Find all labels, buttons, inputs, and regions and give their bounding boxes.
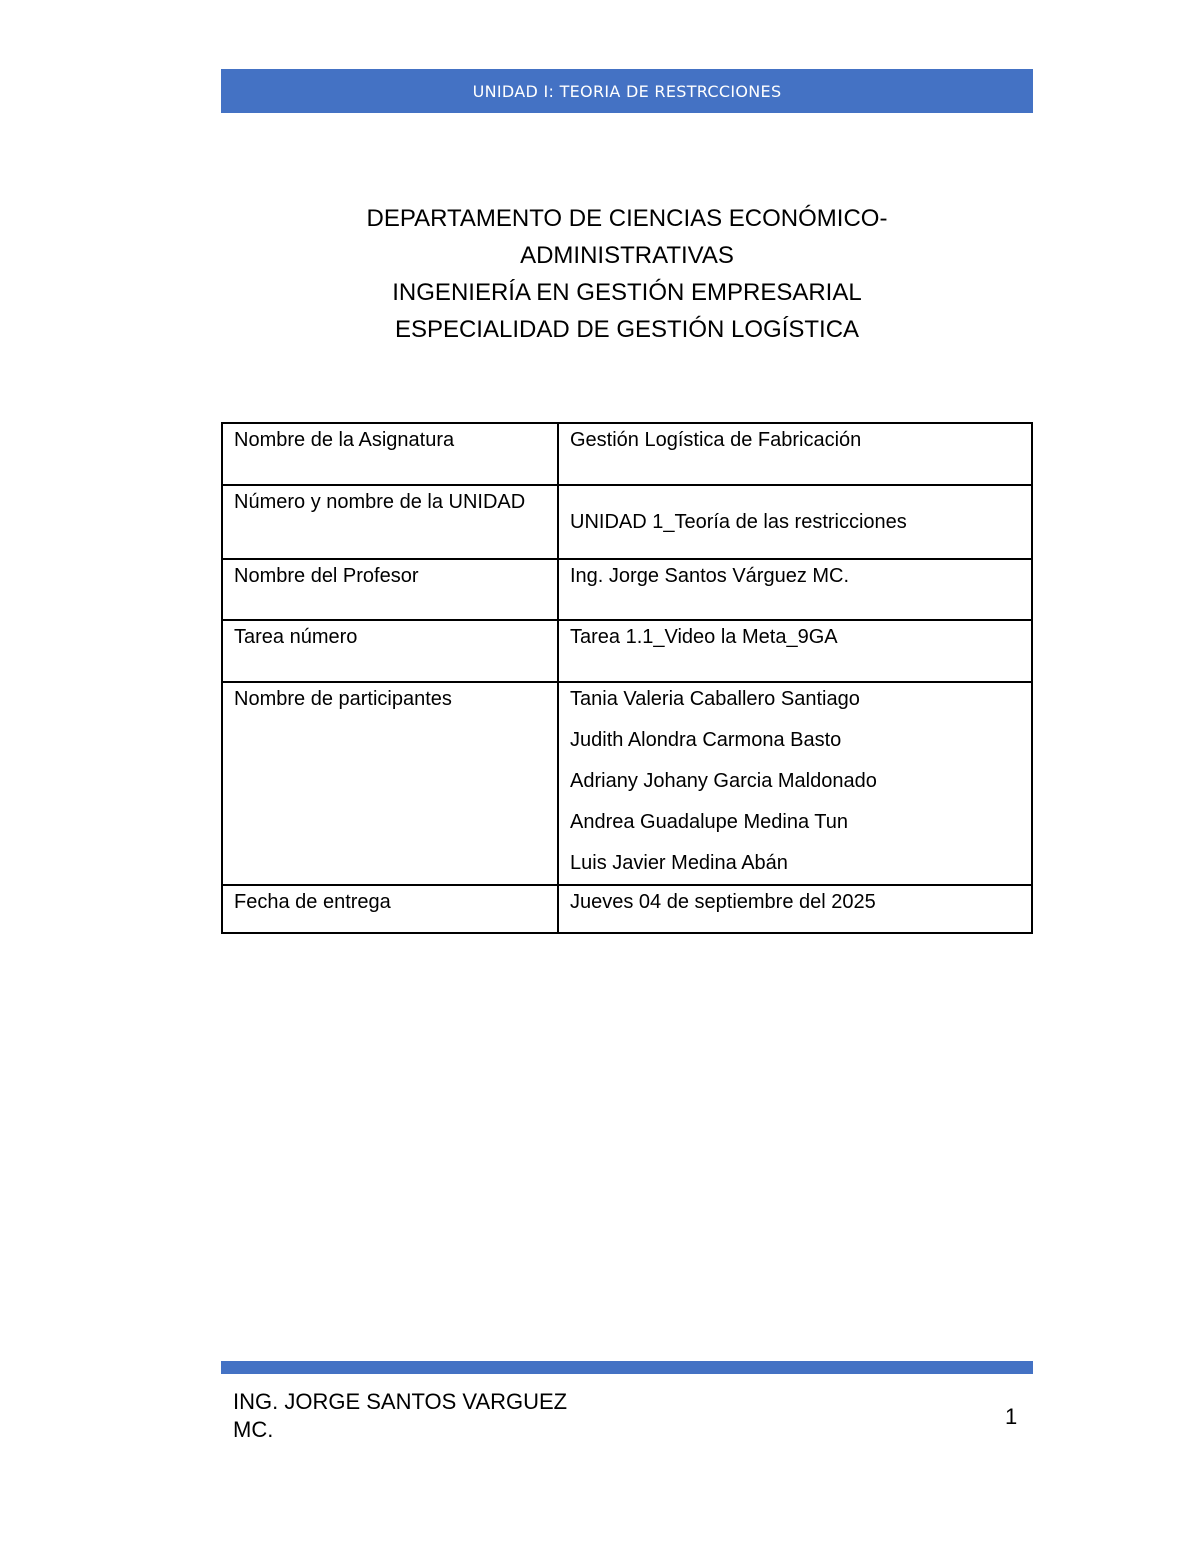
- table-row-participants: [222, 682, 1032, 885]
- date-label: Fecha de entrega: [222, 885, 558, 933]
- document-title: [221, 200, 1033, 348]
- professor-label: Nombre del Profesor: [222, 559, 558, 620]
- title-line-career: INGENIERÍA EN GESTIÓN EMPRESARIAL: [392, 279, 862, 306]
- footer-author-line: ING. JORGE SANTOS VARGUEZ: [233, 1389, 568, 1414]
- participants-label: Nombre de participantes: [222, 682, 558, 885]
- participant-name: Tania Valeria Caballero Santiago: [570, 688, 860, 710]
- header-bar: [221, 69, 1033, 113]
- task-label: Tarea número: [222, 620, 558, 682]
- professor-value: Ing. Jorge Santos Várguez MC.: [558, 559, 1032, 620]
- participant-name: Adriany Johany Garcia Maldonado: [570, 770, 877, 792]
- participants-list: [558, 682, 1032, 885]
- unit-label: Número y nombre de la UNIDAD: [222, 485, 558, 559]
- title-line-administrativas: ADMINISTRATIVAS: [520, 242, 734, 269]
- title-line-specialty: ESPECIALIDAD DE GESTIÓN LOGÍSTICA: [394, 316, 860, 343]
- footer-bar: [221, 1361, 1033, 1374]
- footer-author: [233, 1388, 633, 1444]
- table-row-task: [222, 620, 1032, 682]
- participant-name: Judith Alondra Carmona Basto: [570, 729, 842, 751]
- title-line-department: DEPARTAMENTO DE CIENCIAS ECONÓMICO-: [366, 205, 888, 232]
- participant-name: Andrea Guadalupe Medina Tun: [570, 811, 848, 833]
- unit-value: UNIDAD 1_Teoría de las restricciones: [558, 485, 1032, 559]
- participant-name: Luis Javier Medina Abán: [570, 852, 788, 874]
- table-row-unit: [222, 485, 1032, 559]
- table-row-date: [222, 885, 1032, 933]
- table-row-subject: [222, 423, 1032, 485]
- page-number: 1: [1005, 1404, 1018, 1429]
- date-value: Jueves 04 de septiembre del 2025: [558, 885, 1032, 933]
- footer-author-line: MC.: [233, 1417, 274, 1442]
- table-row-professor: [222, 559, 1032, 620]
- task-value: Tarea 1.1_Video la Meta_9GA: [558, 620, 1032, 682]
- unit-title: UNIDAD I: TEORIA DE RESTRCCIONES: [472, 81, 782, 101]
- subject-value: Gestión Logística de Fabricación: [558, 423, 1032, 485]
- info-table: [221, 422, 1033, 934]
- subject-label: Nombre de la Asignatura: [222, 423, 558, 485]
